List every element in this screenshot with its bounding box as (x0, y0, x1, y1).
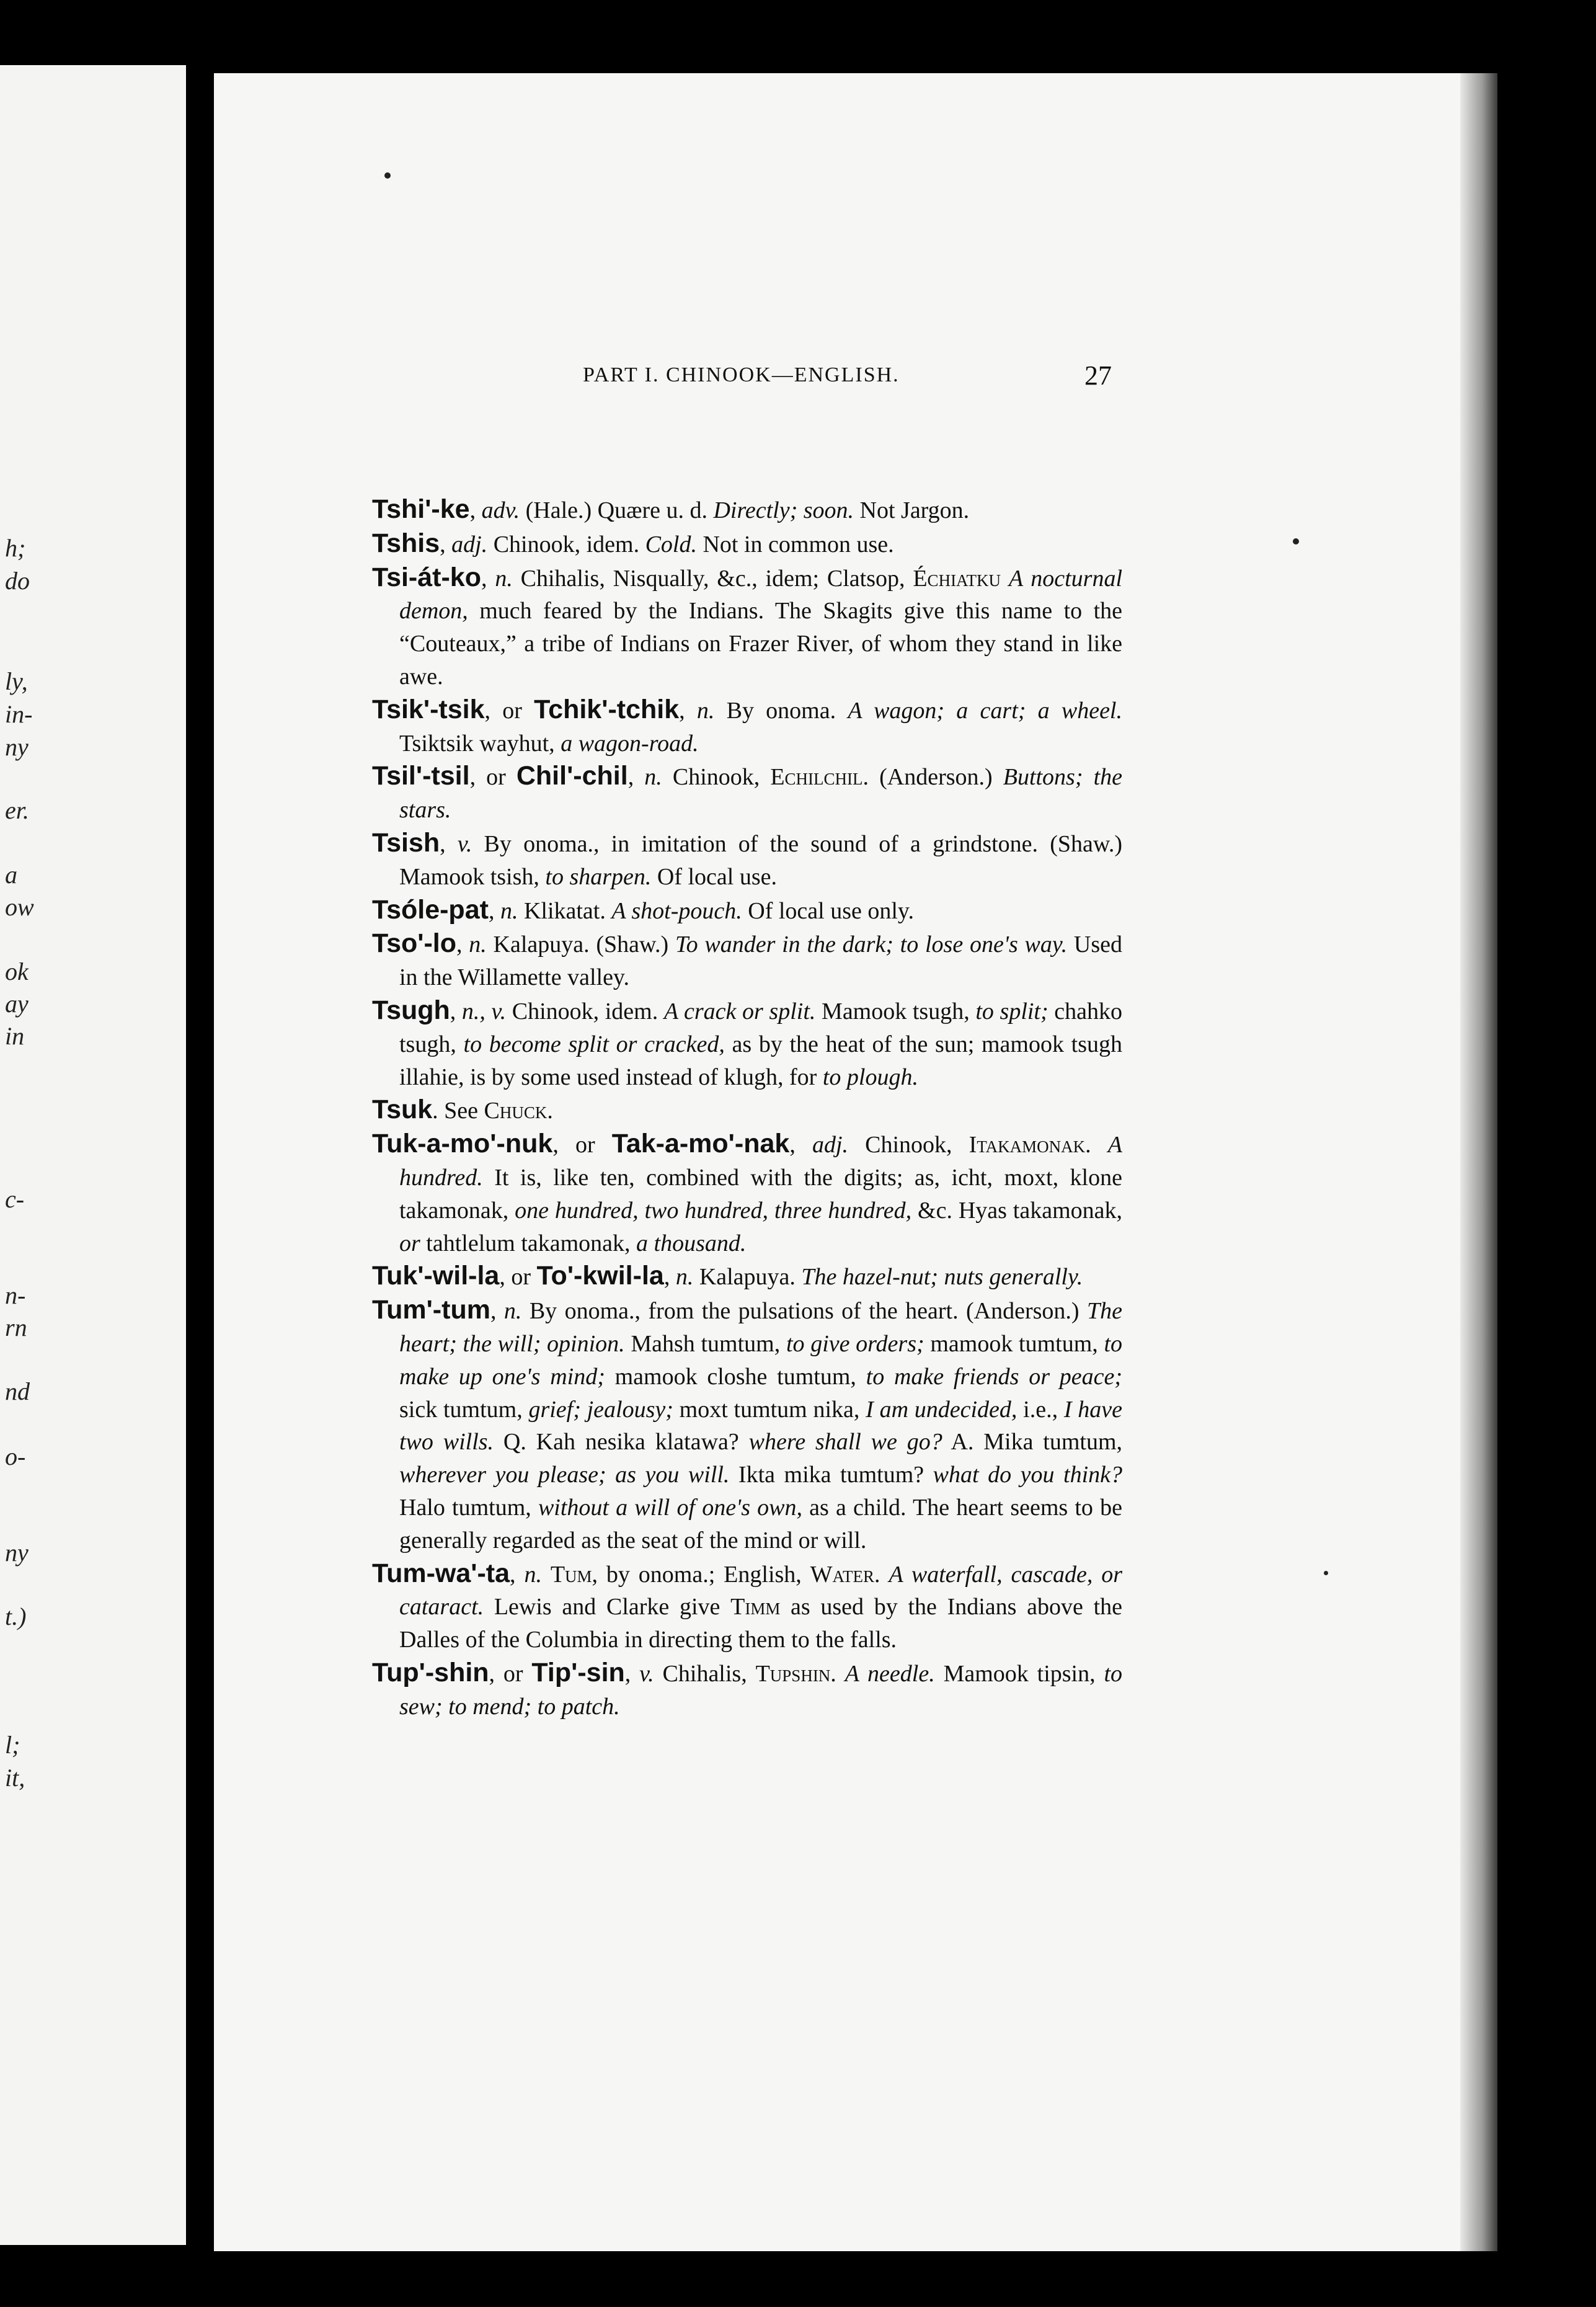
definition: Directly; soon. (713, 497, 854, 523)
entry-text: A. Mika tumtum, (942, 1429, 1123, 1456)
left-page-fragment: ay (5, 990, 29, 1018)
definition: I have two wills. (399, 1396, 1122, 1456)
entry-text: as by the heat of the sun; mamook tsugh illahie, is by some used instead of klugh, for (399, 1031, 1122, 1090)
entry-text: By onoma., from the pulsations of the heart. (Anderson.) (521, 1298, 1087, 1325)
entry-text: , (510, 1561, 525, 1588)
headword: Tuk-a-mo'-nuk (372, 1129, 553, 1159)
headword-variant: Chil'-chil (516, 761, 628, 791)
left-page-fragment: nd (5, 1377, 30, 1405)
entry-text: chahko tsugh, (399, 998, 1122, 1057)
entry-text: , or (484, 697, 534, 724)
source-word: Tum, (550, 1561, 598, 1588)
entry-text: mamook tumtum, (924, 1330, 1104, 1357)
headword-variant: To'-kwil-la (536, 1261, 664, 1291)
definition: Buttons; the stars. (399, 764, 1122, 824)
running-head (372, 360, 1119, 397)
grammar-label: n. (675, 1264, 694, 1291)
headword: Tsugh (372, 995, 450, 1025)
left-page-fragment: in- (5, 700, 33, 728)
headword: Tsik'-tsik (372, 694, 485, 724)
entry-text: , (663, 1264, 676, 1291)
definition: to become split or cracked, (463, 1031, 725, 1057)
entry-text: Mamook tsugh, (815, 998, 976, 1025)
page-edge-shadow (1460, 73, 1497, 2251)
left-page-fragment: it, (5, 1764, 25, 1792)
entry-text: , (469, 497, 482, 523)
entry-text: mamook closhe tumtum, (605, 1363, 866, 1390)
running-head-title: PART I. CHINOOK—ENGLISH. (583, 363, 900, 386)
ink-speck (1324, 1571, 1328, 1575)
entry-text: Chihalis, Nisqually, &c., idem; Clatsop, (512, 565, 913, 592)
entry-text: Tsiktsik wayhut, (399, 730, 561, 757)
headword-variant: Tip'-sin (531, 1657, 625, 1687)
definition: A hundred. (399, 1132, 1122, 1191)
entry-text: Of local use only. (742, 897, 914, 924)
dictionary-entry (372, 760, 1122, 827)
headword: Tum-wa'-ta (372, 1558, 510, 1588)
entry-text (1001, 566, 1009, 592)
film-border-top (0, 0, 1596, 65)
entry-text: as a child. The heart seems to be generally regarded as the seat of the mind or will. (399, 1494, 1122, 1554)
headword-variant: Tak-a-mo'-nak (611, 1129, 790, 1159)
grammar-label: n. (495, 565, 513, 592)
headword: Tup'-shin (372, 1657, 489, 1687)
definition: to sharpen. (545, 863, 652, 890)
entry-text: Chihalis, (654, 1660, 756, 1687)
entry-text: by onoma.; English, (598, 1561, 810, 1588)
headword: Tshi'-ke (372, 494, 470, 524)
left-page-fragment: t.) (5, 1602, 27, 1630)
definition: A nocturnal demon, (399, 565, 1123, 625)
entry-text: (Hale.) Quære u. d. (520, 497, 714, 523)
cross-reference: Chuck. (484, 1098, 553, 1124)
ink-speck (1293, 538, 1299, 545)
dictionary-entry (372, 894, 1122, 928)
dictionary-entry (372, 1656, 1122, 1723)
grammar-label: n. (524, 1561, 542, 1588)
dictionary-entry (372, 693, 1122, 760)
entry-text: i.e., (1017, 1396, 1064, 1423)
source-word: Itakamonak. (969, 1132, 1091, 1158)
dictionary-entry (372, 827, 1122, 894)
entry-text: Kalapuya. (Shaw.) (486, 931, 675, 958)
entry-text: , (481, 565, 495, 592)
dictionary-entry (372, 493, 1122, 527)
definition: to plough. (822, 1064, 918, 1090)
dictionary-entry (372, 994, 1122, 1093)
grammar-label: v. (639, 1660, 654, 1687)
left-page-fragment: h; (5, 534, 26, 562)
ink-speck (384, 172, 391, 179)
headword: Tsuk (372, 1095, 433, 1125)
grammar-label: n. (644, 764, 662, 791)
grammar-label: adj. (812, 1132, 849, 1158)
entry-text: Mamook tipsin, (934, 1660, 1104, 1687)
grammar-label: v. (457, 830, 472, 857)
definition: A shot-pouch. (611, 897, 742, 924)
headword: Tsi-át-ko (372, 562, 481, 592)
left-page-fragment: er. (5, 796, 29, 824)
entry-text: Klikatat. (518, 897, 612, 924)
left-page-fragment: ow (5, 893, 34, 921)
definition: or (399, 1230, 420, 1256)
headword: Tsóle-pat (372, 894, 489, 925)
headword-variant: Tchik'-tchik (534, 694, 680, 724)
entry-text: By onoma., in imitation of the sound of a grindstone. (Shaw.) Mamook tsish, (399, 830, 1122, 890)
definition: a thousand. (636, 1230, 747, 1256)
definition: to split; (975, 998, 1048, 1025)
entry-text: Chinook, idem. (506, 998, 664, 1025)
entry-text: moxt tumtum nika, (673, 1396, 866, 1423)
entry-text: , (789, 1132, 812, 1158)
left-page-fragment: rn (5, 1314, 27, 1341)
definition: to give orders; (786, 1330, 924, 1357)
source-word: Tupshin. (755, 1660, 836, 1687)
grammar-label: n. (469, 931, 487, 958)
definition: A crack or split. (663, 998, 816, 1025)
entry-text: , or (552, 1132, 612, 1158)
left-page-fragment: ny (5, 1539, 29, 1567)
entry-text: , (488, 897, 500, 924)
definition: to make friends or peace; (866, 1363, 1122, 1390)
definition: to sew; to mend; to patch. (399, 1660, 1123, 1720)
left-page-fragment: o- (5, 1442, 26, 1470)
definition: A waterfall, cascade, or cataract. (399, 1561, 1123, 1620)
entry-text: Mahsh tumtum, (624, 1330, 786, 1357)
definition: what do you think? (933, 1462, 1122, 1488)
entry-text: &c. Hyas takamonak, (911, 1197, 1122, 1224)
source-word: Water. (810, 1561, 880, 1588)
entry-text: Lewis and Clarke give (484, 1594, 731, 1620)
entry-text (542, 1562, 551, 1588)
definition: The hazel-nut; nuts generally. (801, 1264, 1083, 1291)
entry-text (1091, 1132, 1108, 1158)
entry-text (880, 1562, 889, 1588)
entry-text: Of local use. (651, 863, 778, 890)
entry-text: , (440, 531, 452, 558)
entry-text: . See (432, 1098, 484, 1124)
dictionary-entry (372, 1260, 1122, 1294)
entry-text: , (456, 931, 469, 958)
source-word: Timm (730, 1594, 781, 1620)
left-page-fragment: ok (5, 958, 29, 985)
grammar-label: n. (696, 697, 715, 724)
definition: A wagon; a cart; a wheel. (848, 697, 1122, 724)
entry-text: , (440, 830, 458, 857)
definition: one hundred, two hundred, three hundred, (515, 1197, 912, 1224)
grammar-label: n., v. (461, 998, 507, 1025)
definition: Cold. (645, 531, 697, 558)
entry-text: Kalapuya. (693, 1264, 802, 1291)
entry-text: By onoma. (714, 697, 848, 724)
entry-text: Chinook, idem. (487, 531, 645, 558)
grammar-label: n. (500, 897, 518, 924)
left-facing-page (0, 65, 186, 2245)
dictionary-entries (372, 493, 1122, 1723)
entry-text: tahtlelum takamonak, (420, 1230, 637, 1256)
entry-text: , (679, 697, 697, 724)
entry-text: , (490, 1298, 504, 1325)
source-word: Échiatku (913, 565, 1001, 592)
entry-text: , (627, 764, 645, 791)
dictionary-entry (372, 927, 1122, 994)
dictionary-entry (372, 1557, 1122, 1656)
dictionary-entry (372, 527, 1122, 561)
headword: Tsil'-tsil (372, 761, 470, 791)
source-word: Echilchil. (770, 764, 869, 791)
entry-text: Chinook, (848, 1132, 969, 1158)
headword: Tso'-lo (372, 928, 457, 959)
dictionary-entry (372, 1294, 1122, 1557)
entry-text: , or (499, 1264, 537, 1291)
grammar-label: adj. (451, 531, 488, 558)
definition: I am undecided, (866, 1396, 1017, 1423)
entry-text: sick tumtum, (399, 1396, 529, 1423)
headword: Tuk'-wil-la (372, 1261, 500, 1291)
entry-text: , (624, 1660, 640, 1687)
left-page-fragment: n- (5, 1281, 26, 1309)
page-number: 27 (1084, 360, 1112, 391)
headword: Tshis (372, 528, 440, 558)
definition: grief; jealousy; (528, 1396, 673, 1423)
entry-text: (Anderson.) (869, 764, 1003, 791)
entry-text: Not in common use. (696, 531, 894, 558)
entry-text: , or (469, 764, 516, 791)
grammar-label: adv. (481, 497, 520, 523)
entry-text (836, 1661, 845, 1687)
headword: Tsish (372, 827, 440, 858)
entry-text: Used in the Willamette valley. (399, 931, 1122, 991)
definition: where shall we go? (748, 1429, 942, 1456)
definition: a wagon-road. (561, 730, 699, 757)
entry-text: Chinook, (662, 764, 771, 791)
entry-text: much feared by the Indians. The Skagits give this name to the “Couteaux,” a tribe of Indians on Frazer River, of whom they stand in like awe. (399, 598, 1122, 690)
definition: To wander in the dark; to lose one's way. (675, 931, 1068, 958)
dictionary-entry (372, 561, 1122, 693)
definition: to make up one's mind; (399, 1330, 1123, 1390)
entry-text: Not Jargon. (854, 497, 970, 523)
entry-text: Halo tumtum, (399, 1494, 538, 1521)
entry-text: Q. Kah nesika klatawa? (494, 1429, 749, 1456)
definition: A needle. (845, 1660, 935, 1687)
grammar-label: n. (503, 1298, 522, 1325)
entry-text: , (450, 998, 462, 1025)
definition: The heart; the will; opinion. (399, 1298, 1122, 1357)
headword: Tum'-tum (372, 1295, 490, 1325)
left-page-fragment: ly, (5, 667, 28, 695)
left-page-fragment: a (5, 861, 17, 889)
dictionary-entry (372, 1093, 1122, 1127)
definition: wherever you please; as you will. (399, 1462, 730, 1488)
dictionary-entry (372, 1127, 1122, 1260)
left-page-fragment: l; (5, 1731, 20, 1759)
left-page-fragment: do (5, 567, 30, 595)
left-page-fragment: ny (5, 733, 29, 761)
left-page-fragment: c- (5, 1185, 25, 1213)
definition: without a will of one's own, (538, 1494, 802, 1521)
entry-text: as used by the Indians above the Dalles of the Columbia in directing them to the falls. (399, 1594, 1122, 1653)
entry-text: , or (489, 1660, 532, 1687)
entry-text: It is, like ten, combined with the digits; as, icht, moxt, klone takamonak, (399, 1164, 1122, 1224)
entry-text: Ikta mika tumtum? (729, 1462, 933, 1488)
left-page-fragment: in (5, 1022, 25, 1050)
